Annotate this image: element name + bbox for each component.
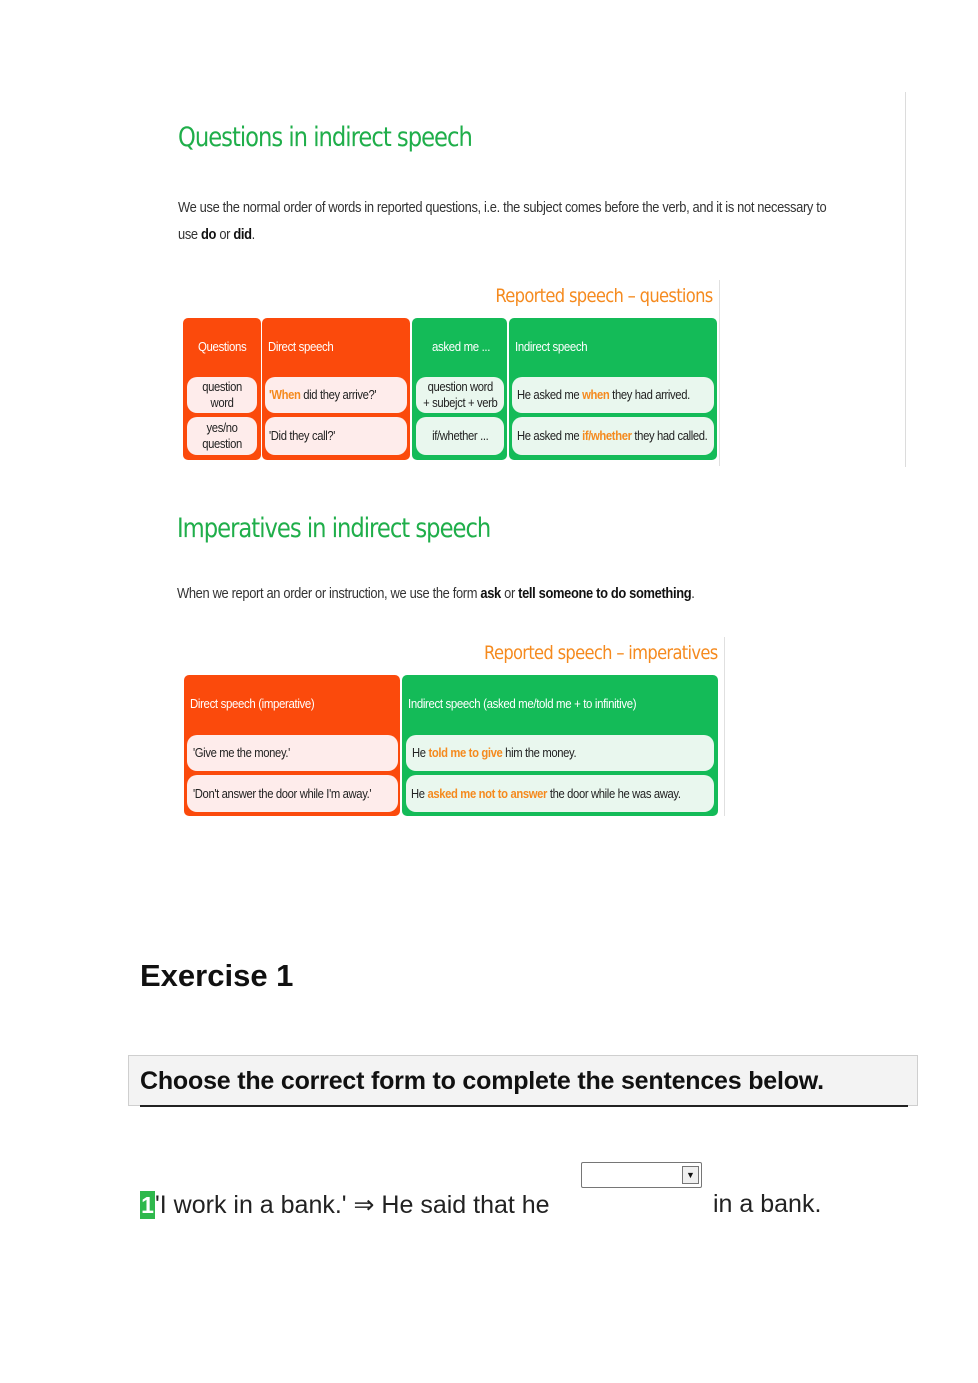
indirect-imperative-cell: He asked me not to answer the door while he was away. [406, 775, 714, 812]
direct-speech-cell: 'When did they arrive?' [265, 377, 407, 413]
indirect-imperative-cell: He told me to give him the money. [406, 735, 714, 771]
asked-me-header: asked me ... [432, 339, 491, 354]
question-number-badge: 1 [141, 1192, 154, 1218]
questions-intro: We use the normal order of words in reported questions, i.e. the subject comes before the verb, and it is not necessary to use do or did. [178, 199, 827, 243]
direct-imperative-header: Direct speech (imperative) [190, 696, 315, 711]
imperatives-table-title: Reported speech – imperatives [484, 642, 718, 664]
imperatives-table-image [180, 637, 725, 816]
direct-speech-header: Direct speech [268, 339, 334, 354]
answer-dropdown[interactable] [581, 1162, 702, 1188]
direct-speech-cell: 'Did they call?' [265, 417, 407, 455]
questions-heading: Questions in indirect speech [178, 122, 472, 153]
direct-imperative-cell: 'Give me the money.' [187, 735, 398, 771]
exercise-title: Exercise 1 [140, 958, 294, 993]
indirect-imperative-header: Indirect speech (asked me/told me + to infinitive) [408, 696, 637, 711]
question-text-before: 'I work in a bank.' ⇒ He said that he [155, 1191, 550, 1219]
question-type-cell: yes/no question [187, 417, 257, 455]
asked-me-cell: if/whether ... [416, 417, 504, 455]
content-divider [905, 92, 906, 467]
questions-header: Questions [198, 339, 247, 354]
questions-table-title: Reported speech – questions [495, 285, 713, 307]
instruction-text: Choose the correct form to complete the sentences below. [140, 1067, 824, 1095]
question-text-after: in a bank. [713, 1190, 822, 1218]
instruction-underline [140, 1105, 908, 1107]
indirect-speech-cell: He asked me if/whether they had called. [512, 417, 714, 455]
indirect-speech-header: Indirect speech [515, 339, 588, 354]
asked-me-cell: question word + subejct + verb [416, 377, 504, 413]
imperatives-intro: When we report an order or instruction, we use the form ask or tell someone to do something. [177, 585, 695, 602]
indirect-speech-cell: He asked me when they had arrived. [512, 377, 714, 413]
dropdown-arrow-icon[interactable]: ▼ [682, 1166, 699, 1184]
questions-table-image [180, 280, 720, 466]
imperatives-heading: Imperatives in indirect speech [177, 513, 491, 544]
question-type-cell: question word [187, 377, 257, 413]
direct-imperative-cell: 'Don't answer the door while I'm away.' [187, 775, 398, 812]
